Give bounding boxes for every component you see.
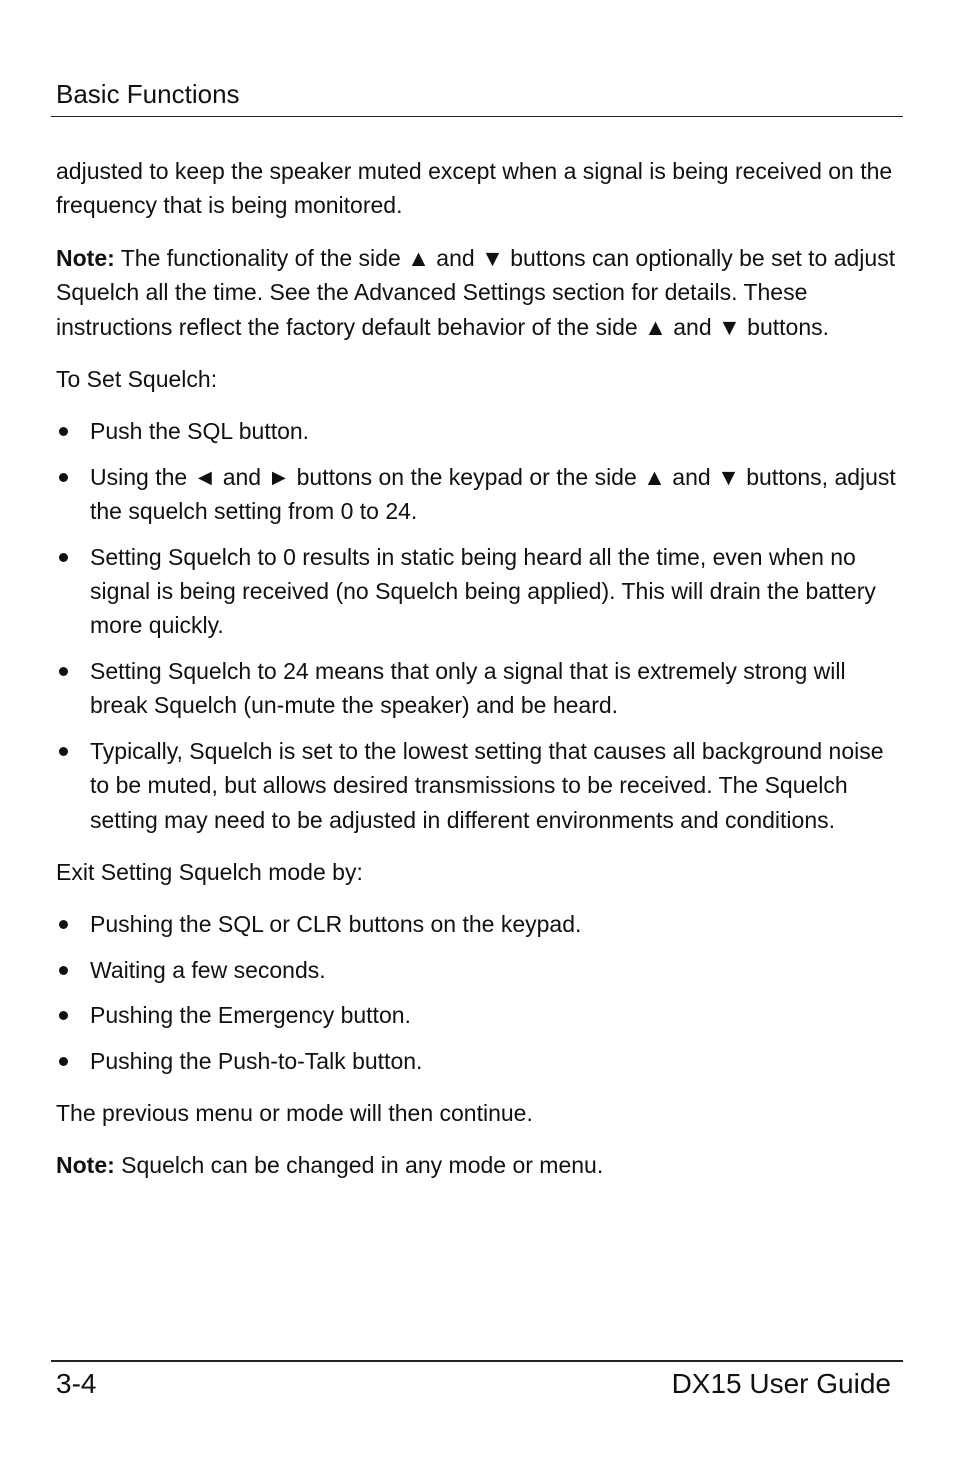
bullet-icon: [59, 920, 68, 929]
list-item: [56, 540, 896, 643]
list-item: [56, 414, 896, 448]
footer-divider: [51, 1360, 903, 1362]
bullet-icon: [59, 473, 68, 482]
bullet-icon: [59, 427, 68, 436]
list-item-text: Pushing the Push-to-Talk button.: [90, 1047, 423, 1074]
page-content: [56, 154, 896, 1201]
list-item-text: Typically, Squelch is set to the lowest setting that causes all background noise to be muted, but allows desired transmissions to be received. The Squelch setting may need to be adjusted in different environments and conditions.: [90, 737, 884, 833]
bullet-icon: [59, 1057, 68, 1066]
list-item-text: Setting Squelch to 24 means that only a signal that is extremely strong will break Squelch (un-mute the speaker) and be heard.: [90, 657, 846, 719]
bullet-icon: [59, 553, 68, 562]
note-paragraph: [56, 241, 896, 344]
guide-title: DX15 User Guide: [671, 1368, 891, 1399]
list-item-text: Push the SQL button.: [90, 418, 310, 445]
bullet-icon: [59, 966, 68, 975]
note-text: Squelch can be changed in any mode or menu.: [114, 1152, 604, 1179]
set-squelch-heading: To Set Squelch:: [56, 366, 218, 393]
list-item: [56, 654, 896, 723]
note-text: The functionality of the side ▲ and ▼ buttons can optionally be set to adjust Squelch all the time. See the Advanced Settings section for details. These instructions reflect the factory default behavior of the side ▲ and ▼ buttons.: [56, 244, 896, 340]
list-item: [56, 1044, 896, 1078]
bullet-icon: [59, 667, 68, 676]
list-item: [56, 460, 896, 529]
set-squelch-list: [56, 414, 896, 836]
list-item-text: Pushing the Emergency button.: [90, 1002, 411, 1029]
page-number: 3-4: [56, 1368, 97, 1399]
list-item-text: Setting Squelch to 0 results in static being heard all the time, even when no signal is being received (no Squelch being applied). This will drain the battery more quickly.: [90, 543, 876, 639]
exit-squelch-heading: Exit Setting Squelch mode by:: [56, 858, 363, 885]
note-label: Note:: [56, 1152, 115, 1179]
bullet-icon: [59, 747, 68, 756]
list-item: [56, 734, 896, 837]
running-header: Basic Functions: [56, 79, 240, 109]
list-item-text: Pushing the SQL or CLR buttons on the keypad.: [90, 911, 582, 938]
exit-squelch-list: [56, 907, 896, 1078]
continue-paragraph: The previous menu or mode will then continue.: [56, 1099, 533, 1126]
list-item: [56, 953, 896, 987]
list-item-text: Using the ◄ and ► buttons on the keypad or the side ▲ and ▼ buttons, adjust the squelch setting from 0 to 24.: [90, 463, 896, 525]
header-divider: [51, 116, 903, 117]
list-item: [56, 907, 896, 941]
note-paragraph-2: [56, 1148, 896, 1182]
list-item: [56, 998, 896, 1032]
intro-paragraph: adjusted to keep the speaker muted except when a signal is being received on the frequency that is being monitored.: [56, 158, 893, 219]
note-label: Note:: [56, 244, 115, 271]
bullet-icon: [59, 1011, 68, 1020]
list-item-text: Waiting a few seconds.: [90, 956, 326, 983]
